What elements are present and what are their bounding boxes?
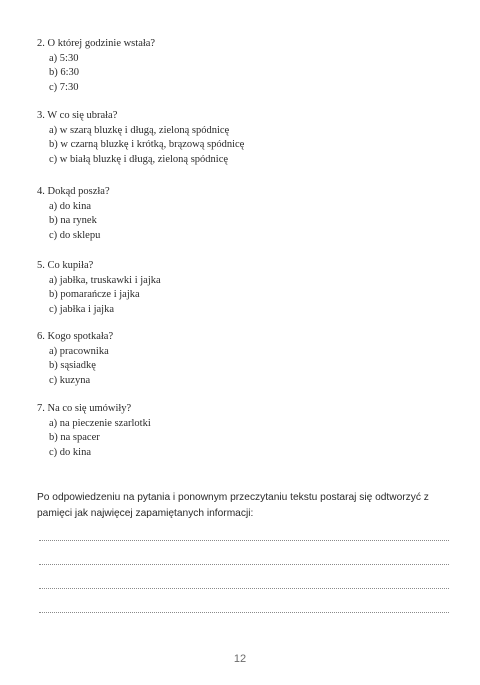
answer-line[interactable]	[39, 564, 449, 565]
option-b: b) na spacer	[49, 432, 100, 443]
question-title: 3. W co się ubrała?	[37, 110, 118, 121]
question-5	[37, 259, 161, 317]
option-c: c) w białą bluzkę i długą, zieloną spódnicę	[49, 153, 229, 165]
option-c: c) do sklepu	[49, 229, 101, 241]
option-a: a) na pieczenie szarlotki	[49, 417, 151, 429]
question-3	[37, 109, 244, 167]
question-6	[37, 330, 113, 388]
question-4	[37, 185, 110, 243]
option-b: b) 6:30	[49, 67, 80, 78]
option-c: c) 7:30	[49, 81, 79, 93]
answer-line[interactable]	[39, 612, 449, 613]
question-title: 6. Kogo spotkała?	[37, 331, 114, 342]
option-b: b) na rynek	[49, 215, 97, 226]
option-a: a) jabłka, truskawki i jajka	[49, 274, 161, 286]
option-b: b) w czarną bluzkę i krótką, brązową spódnicę	[49, 139, 245, 150]
answer-line[interactable]	[39, 540, 449, 541]
option-a: a) 5:30	[49, 52, 79, 64]
page-number: 12	[233, 653, 247, 665]
option-a: a) do kina	[49, 200, 91, 212]
option-c: c) kuzyna	[49, 374, 91, 386]
option-c: c) jabłka i jajka	[49, 303, 115, 315]
question-7	[37, 402, 151, 460]
option-b: b) pomarańcze i jajka	[49, 289, 140, 300]
instruction-text: Po odpowiedzeniu na pytania i ponownym przeczytaniu tekstu postaraj się odtworzyć z pamięci jak najwięcej zapamiętanych informacji:	[37, 492, 429, 520]
option-a: a) pracownika	[49, 345, 109, 357]
question-title: 2. O której godzinie wstała?	[37, 38, 156, 49]
question-title: 4. Dokąd poszła?	[37, 186, 110, 197]
question-title: 5. Co kupiła?	[37, 260, 94, 271]
question-title: 7. Na co się umówiły?	[37, 403, 132, 414]
question-2	[37, 37, 155, 95]
option-c: c) do kina	[49, 446, 91, 458]
option-a: a) w szarą bluzkę i długą, zieloną spódnicę	[49, 124, 230, 136]
answer-line[interactable]	[39, 588, 449, 589]
option-b: b) sąsiadkę	[49, 360, 96, 371]
